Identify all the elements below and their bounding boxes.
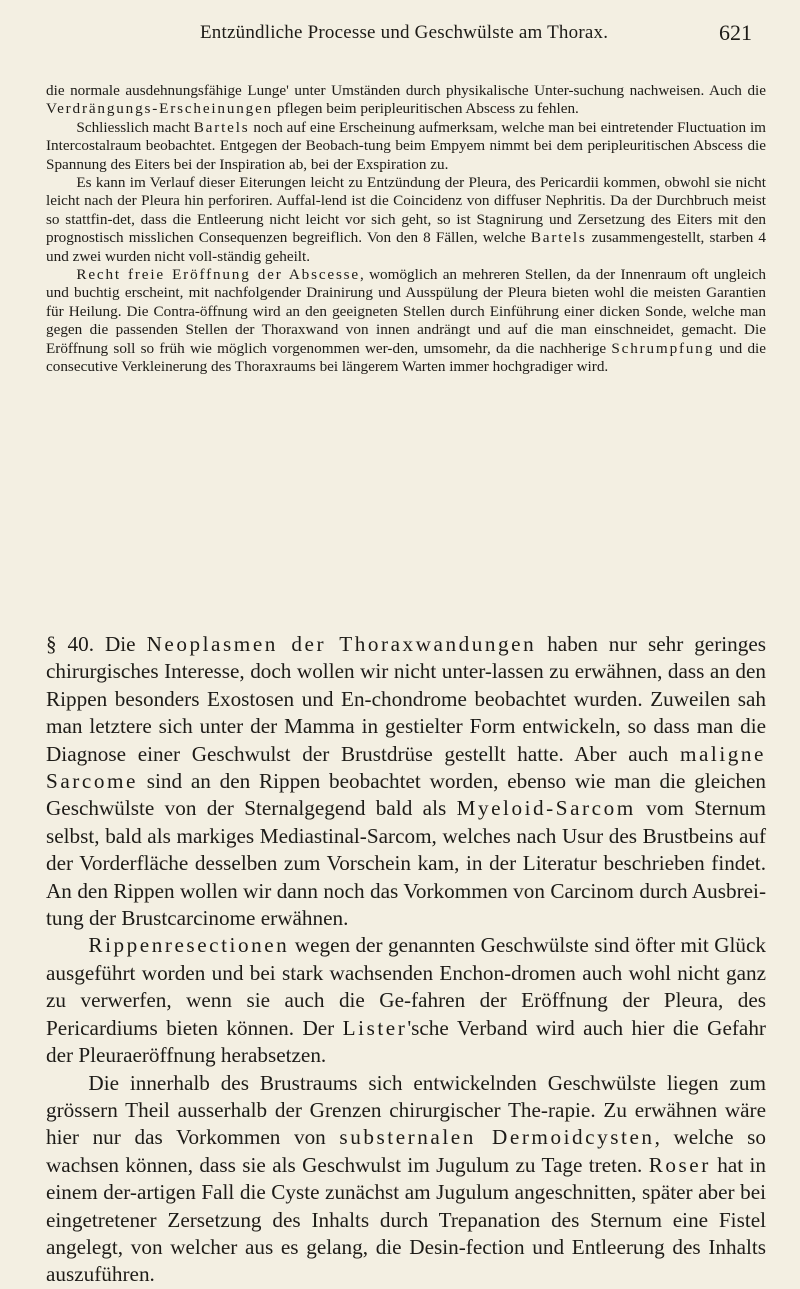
spaced-term: Lister (342, 1015, 408, 1040)
spaced-term: Recht freie Eröffnung der Abscesse (76, 266, 360, 284)
paragraph-bartels (46, 119, 766, 174)
spaced-term: Schrumpfung (611, 339, 715, 357)
paragraph-eroeffnung (46, 266, 766, 376)
spaced-term: Verdrängungs-Erscheinungen (46, 100, 274, 118)
text-run: die normale ausdehnungsfähige Lunge' unter Umständen durch physikalische Unter-suchung nachweisen. Auch die (46, 82, 766, 99)
spaced-term: Rippenresectionen (88, 933, 290, 958)
text-run: 'sche Verband wird auch hier die Gefahr der Pleuraeröffnung herabsetzen. (46, 1015, 766, 1068)
spaced-term: Bartels (530, 229, 587, 247)
text-run: noch auf eine Erscheinung aufmerksam, welche man bei eintretender Fluctuation im Intercostalraum beobachtet. Entgegen der Beobach-tung beim Empyem nimmt bei dem peripleuritischen Abscess die Spannung des Eiters bei der Inspiration ab, bei der Exspiration zu. (46, 118, 766, 173)
section-40 (46, 631, 766, 1289)
text-run: und die consecutive Verkleinerung des Thoraxraums bei längerem Warten immer hochgradiger wird. (46, 339, 767, 376)
spaced-term: Roser (648, 1152, 711, 1177)
text-run: hat in einem der-artigen Fall die Cyste zunächst am Jugulum angeschnitten, später aber bei eingetretener Zersetzung des Inhalts durch Trepanation des Sternum eine Fistel angelegt, von welcher aus es gelang, die Desin-fection und Entleerung des Inhalts auszuführen. (46, 1152, 766, 1287)
page-number: 621 (719, 20, 752, 45)
spaced-term: Bartels (193, 118, 250, 136)
text-run: Es kann im Verlauf dieser Eiterungen leicht zu Entzündung der Pleura, des Pericardii kommen, obwohl sie nicht leicht nach der Pleura hin perforiren. Auffal-lend ist die Coincidenz von diffuser Nephritis. Da der Durchbruch meist so stattfin-det, dass die Entleerung nicht leicht vor sich geht, so ist Stagnirung und Zersetzung des Eiters mit den prognostisch misslichen Consequenzen begreiflich. Von den 8 Fällen, welche (46, 174, 766, 247)
spaced-term: maligne Sarcome (46, 741, 766, 794)
paragraph-verlauf (46, 174, 766, 266)
text-run: , welche so wachsen können, dass sie als Geschwulst im Jugulum zu Tage treten. (46, 1125, 766, 1177)
spaced-term: Myeloid-Sarcom (456, 796, 636, 821)
paragraph-brustraum (46, 1070, 766, 1289)
text-run: Schliesslich macht (76, 118, 194, 136)
text-run: wegen der genannten Geschwülste sind öfter mit Glück ausgeführt worden und bei stark wachsenden Enchon-dromen auch wohl nicht ganz zu verwerfen, wenn sie auch die Ge-fahren der Eröffnung der Pleura, des Pericardiums bieten können. Der (46, 933, 766, 1040)
spaced-term: Neoplasmen der Thoraxwandungen (146, 632, 537, 656)
header-title: Entzündliche Processe und Geschwülste am Thorax. (200, 22, 609, 43)
text-run: zusammengestellt, starben 4 und zwei wurden nicht voll-ständig geheilt. (46, 229, 767, 265)
text-run: , womöglich an mehreren Stellen, da der Innenraum oft ungleich und buchtig erscheint, mit nachfolgender Drainirung und Ausspülung der Pleura bieten wohl die meisten Garantien für Heilung. Die Contra-öffnung wird an den geeigneten Stellen durch Einführung einer dicken Sonde, welche man gegen die passenden Stellen der Thoraxwand von innen andrängt und auf die man einschneidet, gemacht. Die Eröffnung soll so früh wie möglich vorgenommen wer-den, umsomehr, da die nachherige (46, 266, 766, 357)
text-run: § 40. Die (46, 632, 147, 656)
spaced-term: substernalen Dermoidcysten (339, 1125, 655, 1150)
text-run: Die innerhalb des Brustraums sich entwickelnden Geschwülste liegen zum grössern Theil ausserhalb der Grenzen chirurgischer The-rapie. Zu erwähnen wäre hier nur das Vorkommen von (46, 1070, 766, 1150)
text-run: pflegen beim peripleuritischen Abscess zu fehlen. (273, 100, 579, 118)
running-head (200, 16, 752, 56)
paragraph-rippenresectionen (46, 932, 766, 1069)
text-run: haben nur sehr geringes chirurgisches Interesse, doch wollen wir nicht unter-lassen zu erwähnen, dass an den Rippen besonders Exostosen und En-chondrome beobachtet wurden. Zuweilen sah man letztere sich unter der Mamma in gestielter Form entwickeln, so dass man die Diagnose einer Geschwulst der Brustdrüse gestellt hatte. Aber auch (46, 632, 766, 766)
text-run: sind an den Rippen beobachtet worden, ebenso wie man die gleichen Geschwülste von der Sternalgegend bald als (46, 769, 766, 821)
text-run: vom Sternum selbst, bald als markiges Mediastinal-Sarcom, welches nach Usur des Brustbeins auf der Vorderfläche desselben zum Vorschein kam, in der Literatur beschrieben findet. An den Rippen wollen wir dann noch das Vorkommen von Carcinom durch Ausbrei-tung der Brustcarcinome erwähnen. (46, 796, 767, 931)
paragraph-lunge (46, 82, 766, 119)
small-print-section (46, 82, 766, 377)
paragraph-neoplasmen (46, 631, 766, 932)
